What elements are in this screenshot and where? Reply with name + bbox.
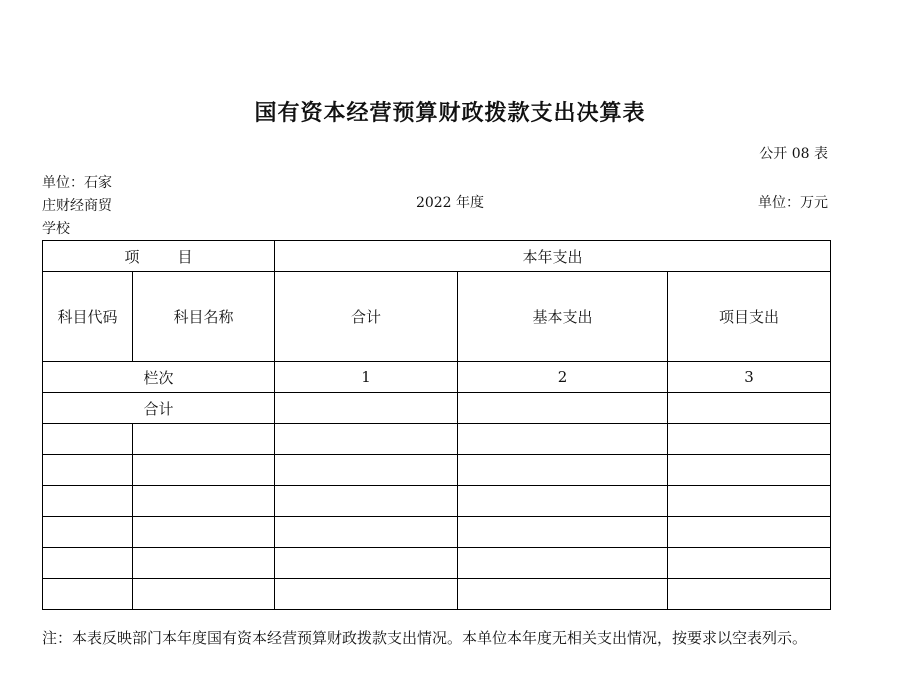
table-cell xyxy=(275,424,458,455)
table-cell xyxy=(458,393,668,424)
footnote: 注：本表反映部门本年度国有资本经营预算财政拨款支出情况。本单位本年度无相关支出情况，按要求以空表列示。 xyxy=(42,629,808,647)
table-cell xyxy=(668,455,831,486)
table-cell xyxy=(668,548,831,579)
table-row xyxy=(43,579,831,610)
col-subject-name: 科目名称 xyxy=(133,272,275,362)
row-index-value: 3 xyxy=(668,362,831,393)
table-cell xyxy=(43,517,133,548)
unit-name: 单位：石家庄财经商贸学校 xyxy=(42,175,112,237)
table-cell xyxy=(275,393,458,424)
header-item xyxy=(43,241,275,272)
table-cell xyxy=(43,455,133,486)
table-cell xyxy=(275,486,458,517)
fiscal-year: 2022 年度 xyxy=(415,195,485,211)
col-total: 合计 xyxy=(275,272,458,362)
table-cell xyxy=(133,455,275,486)
table-cell xyxy=(275,517,458,548)
table-cell xyxy=(668,517,831,548)
table-cell xyxy=(43,548,133,579)
table-cell xyxy=(133,548,275,579)
table-code: 公开 08 表 xyxy=(759,146,828,162)
row-index-label: 栏次 xyxy=(43,362,275,393)
table-cell xyxy=(133,579,275,610)
table-cell xyxy=(133,424,275,455)
table-row xyxy=(43,517,831,548)
header-row-1 xyxy=(43,241,831,272)
header-current-year: 本年支出 xyxy=(275,241,831,272)
table-cell xyxy=(275,455,458,486)
table-cell xyxy=(668,486,831,517)
header-item-part-b: 目 xyxy=(177,247,193,266)
expenditure-table xyxy=(42,240,831,610)
row-index-value: 2 xyxy=(458,362,668,393)
table-cell xyxy=(43,579,133,610)
row-total xyxy=(43,393,831,424)
table-cell xyxy=(458,548,668,579)
header-item-part-a: 项 xyxy=(124,247,140,266)
table-cell xyxy=(458,579,668,610)
header-row-2 xyxy=(43,272,831,362)
table-row xyxy=(43,486,831,517)
row-total-label: 合计 xyxy=(43,393,275,424)
col-subject-code: 科目代码 xyxy=(43,272,133,362)
page-title: 国有资本经营预算财政拨款支出决算表 xyxy=(254,101,646,126)
row-index xyxy=(43,362,831,393)
table-cell xyxy=(133,517,275,548)
table-cell xyxy=(668,424,831,455)
col-project-expenditure: 项目支出 xyxy=(668,272,831,362)
table-cell xyxy=(133,486,275,517)
table-cell xyxy=(458,486,668,517)
table-row xyxy=(43,455,831,486)
table-cell xyxy=(275,579,458,610)
table-cell xyxy=(275,548,458,579)
table-cell xyxy=(668,393,831,424)
table-cell xyxy=(43,486,133,517)
currency-unit: 单位：万元 xyxy=(758,195,828,211)
table-row xyxy=(43,548,831,579)
table-cell xyxy=(458,455,668,486)
table-cell xyxy=(458,424,668,455)
row-index-value: 1 xyxy=(275,362,458,393)
table-row xyxy=(43,424,831,455)
table-cell xyxy=(43,424,133,455)
col-basic-expenditure: 基本支出 xyxy=(458,272,668,362)
table-cell xyxy=(458,517,668,548)
table-cell xyxy=(668,579,831,610)
